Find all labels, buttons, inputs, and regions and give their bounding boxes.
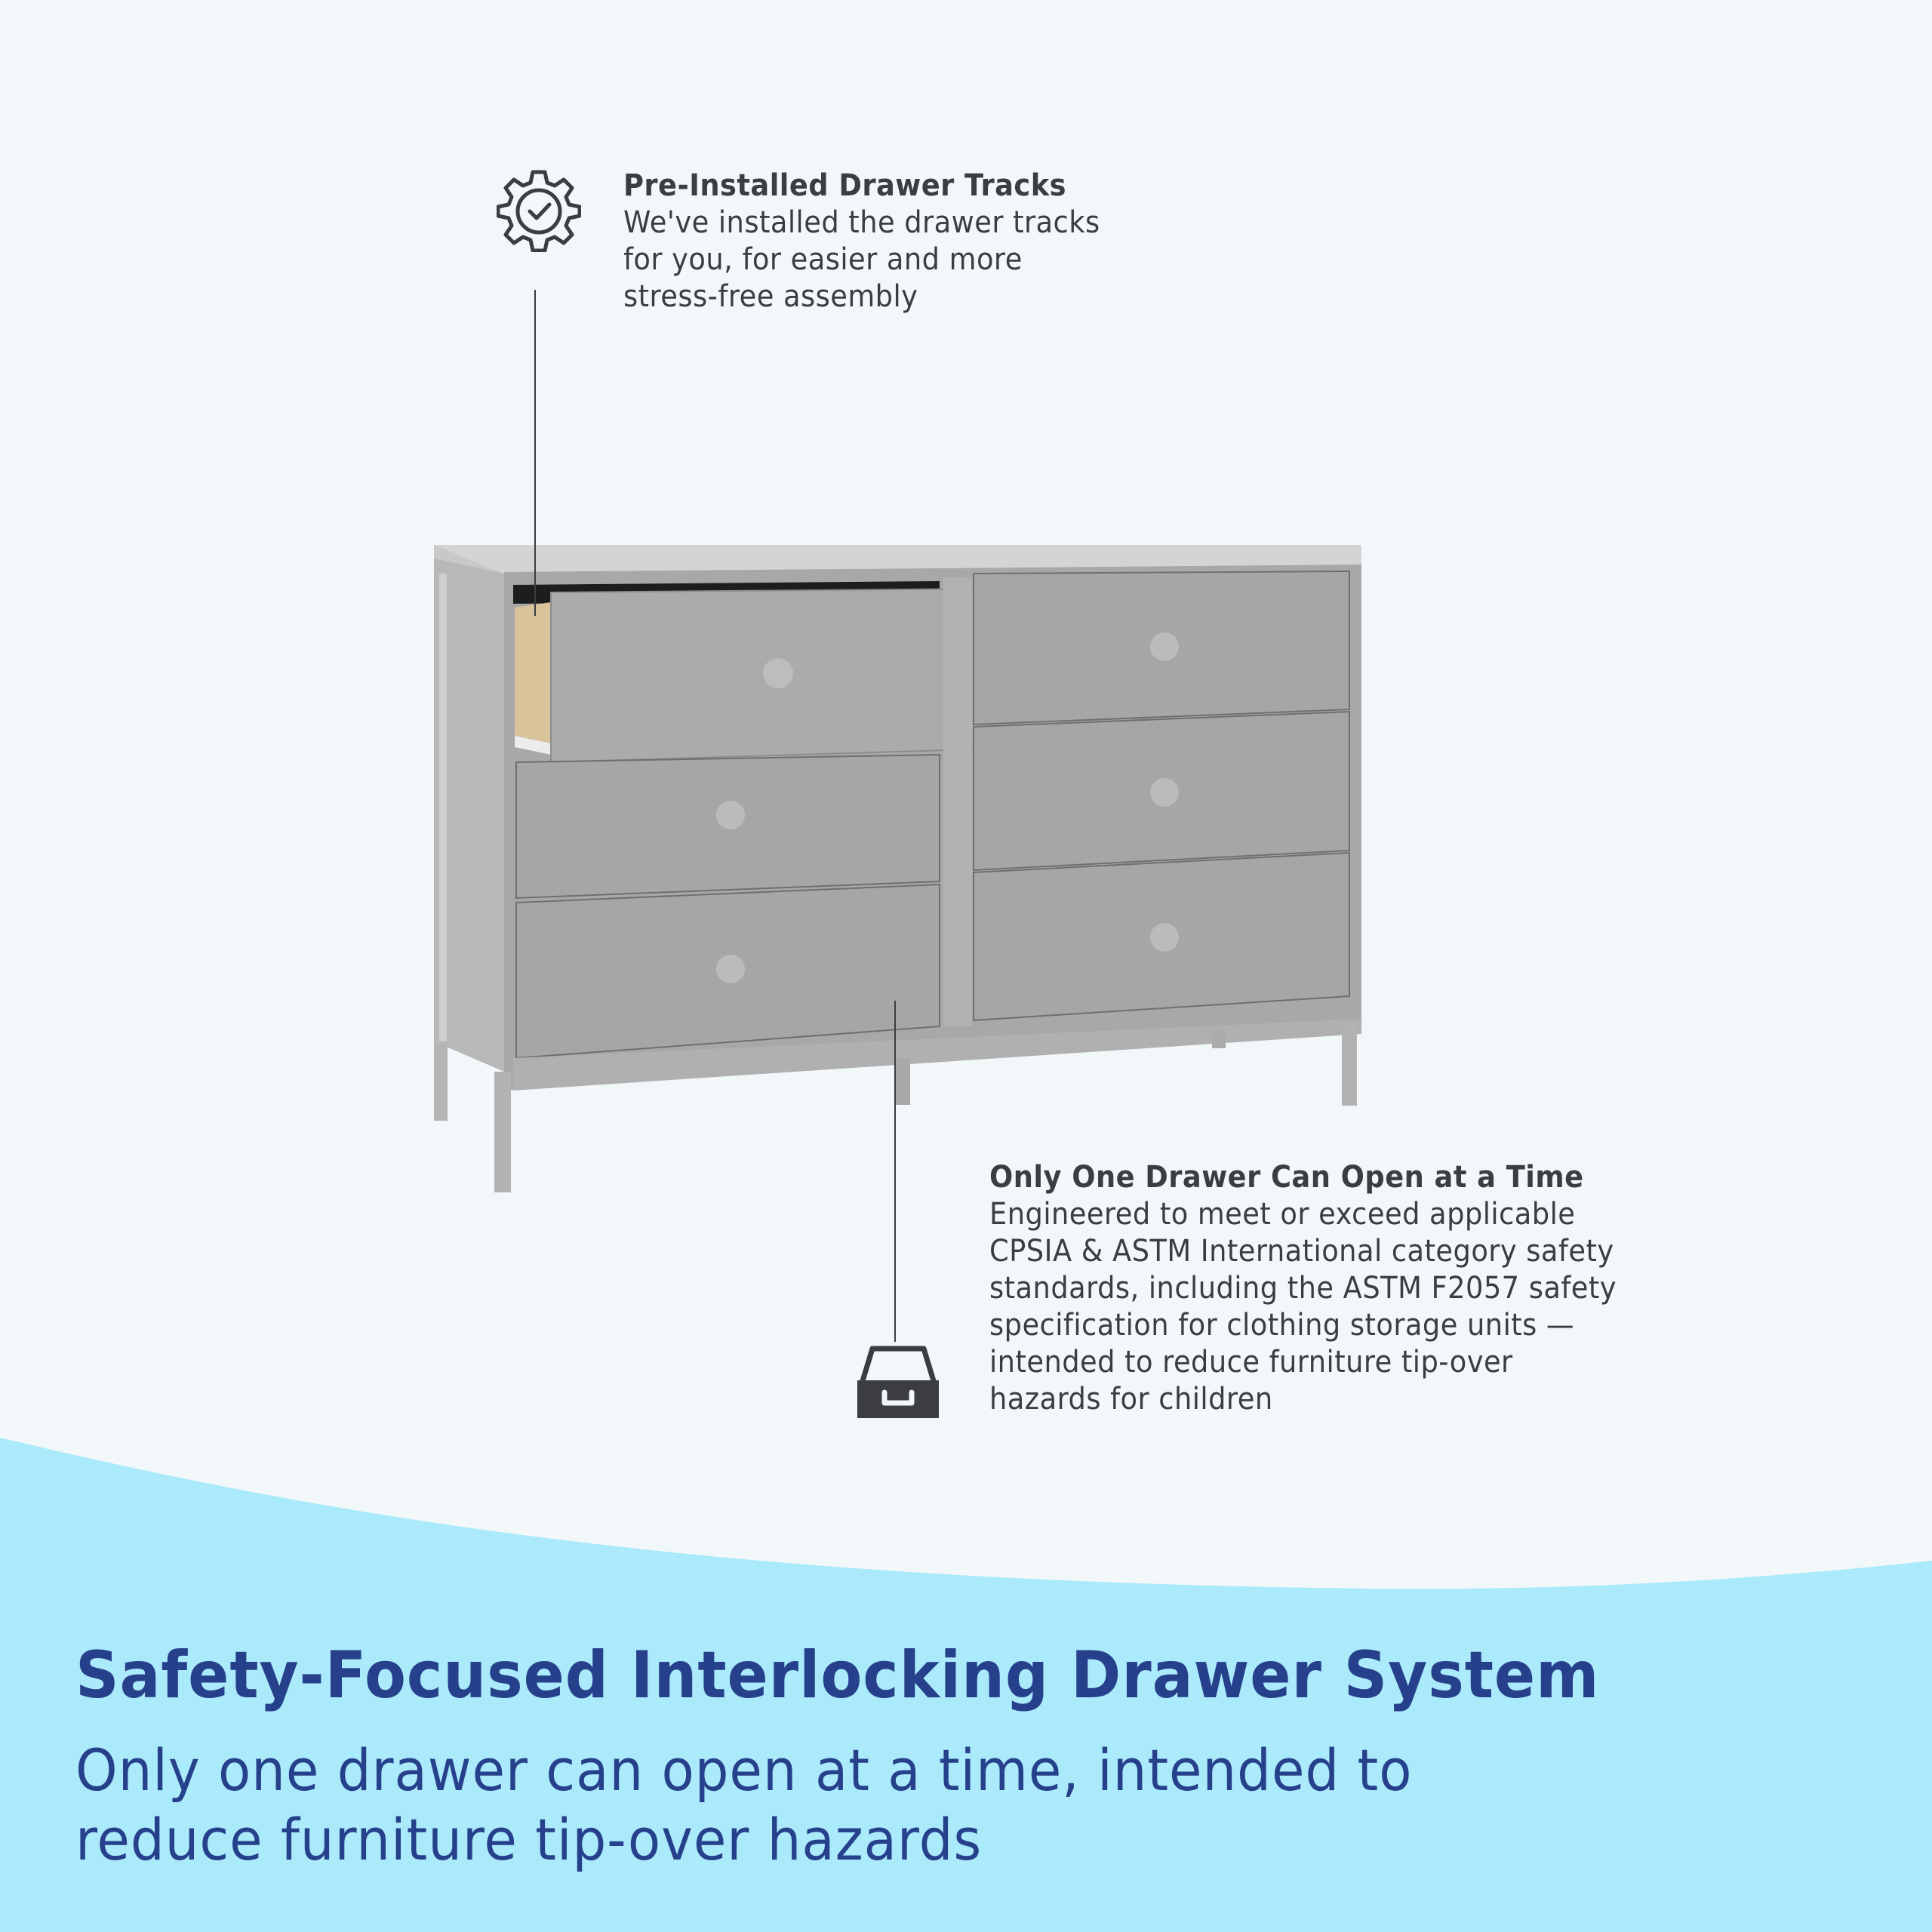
callout-text: Engineered to meet or exceed applicable (989, 1197, 1576, 1232)
callout-drawer-tracks (623, 168, 1142, 315)
callout-text: We've installed the drawer tracks (623, 205, 1100, 240)
leader-line-tracks (534, 290, 536, 616)
callout-text: CPSIA & ASTM International category safety (989, 1234, 1614, 1269)
subtitle-line: reduce furniture tip-over hazards (75, 1806, 983, 1873)
callout-interlock (989, 1159, 1671, 1418)
callout-text: hazards for children (989, 1382, 1273, 1417)
drawer-icon (856, 1346, 940, 1420)
leader-line-interlock (894, 1001, 896, 1342)
gear-check-icon (497, 168, 581, 252)
headline: Safety-Focused Interlocking Drawer System (75, 1638, 1600, 1713)
callout-title: Only One Drawer Can Open at a Time (989, 1160, 1584, 1195)
callout-text: for you, for easier and more (623, 242, 1023, 277)
dresser-image (423, 528, 1374, 1208)
subtitle-line: Only one drawer can open at a time, intended to (75, 1737, 1413, 1804)
callout-text: intended to reduce furniture tip-over (989, 1345, 1513, 1380)
callout-text: standards, including the ASTM F2057 safety (989, 1271, 1617, 1306)
subtitle (75, 1736, 1412, 1875)
callout-title: Pre-Installed Drawer Tracks (623, 168, 1067, 203)
callout-text: stress-free assembly (623, 279, 918, 314)
callout-text: specification for clothing storage units — (989, 1308, 1575, 1343)
